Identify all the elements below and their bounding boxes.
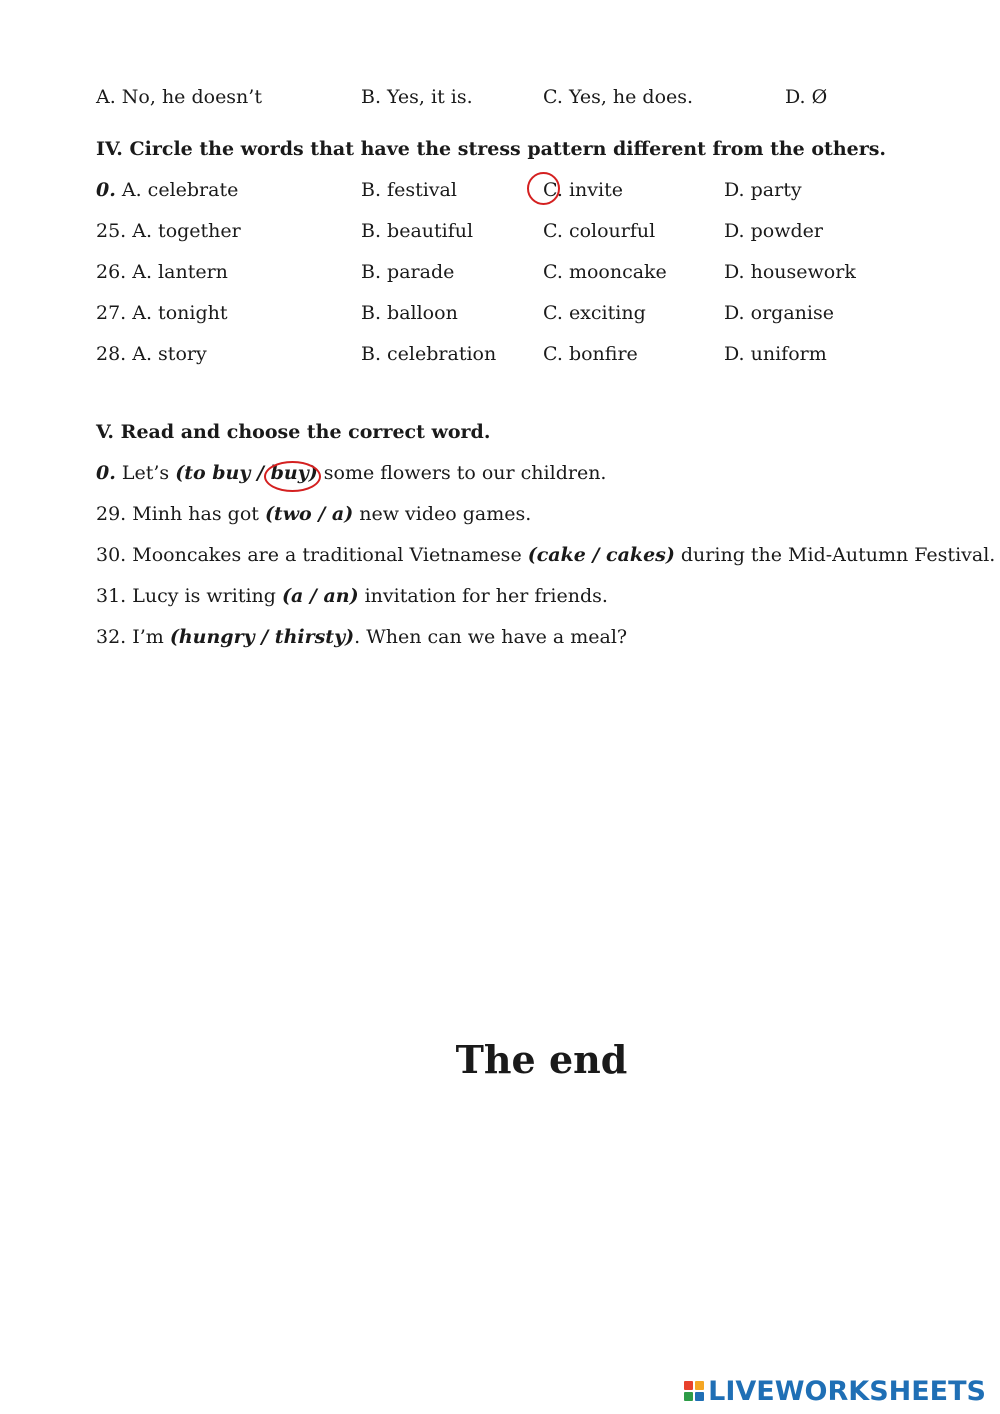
q27-option-a[interactable]: 27. A. tonight <box>96 302 228 324</box>
question-26-row <box>96 258 976 286</box>
q30-text-before: 30. Mooncakes are a traditional Vietnamese <box>96 544 528 566</box>
example-choice-a: (to buy / <box>175 462 271 484</box>
logo-square-3 <box>684 1392 693 1401</box>
q31-text-before: 31. Lucy is writing <box>96 585 282 607</box>
option-a[interactable]: A. No, he doesn’t <box>96 86 262 108</box>
logo-grid-icon <box>684 1381 704 1401</box>
q26-option-c[interactable]: C. mooncake <box>543 261 667 283</box>
q29-text-after: new video games. <box>353 503 532 525</box>
the-end-heading: The end <box>455 1037 628 1082</box>
logo-text: LIVEWORKSHEETS <box>708 1375 986 1407</box>
q32-choice[interactable]: (hungry / thirsty) <box>169 626 355 648</box>
q29-choice[interactable]: (two / a) <box>264 503 354 525</box>
q27-option-c[interactable]: C. exciting <box>543 302 646 324</box>
option-b[interactable]: B. Yes, it is. <box>361 86 473 108</box>
q26-option-d[interactable]: D. housework <box>724 261 856 283</box>
option-d[interactable]: D. Ø <box>785 86 828 108</box>
section-5-example <box>96 459 606 487</box>
q29-text-before: 29. Minh has got <box>96 503 265 525</box>
q25-option-a[interactable]: 25. A. together <box>96 220 241 242</box>
example-option-b: B. festival <box>361 179 457 201</box>
q28-option-d[interactable]: D. uniform <box>724 343 827 365</box>
q26-option-a[interactable]: 26. A. lantern <box>96 261 228 283</box>
logo-square-1 <box>684 1381 693 1390</box>
q25-option-b[interactable]: B. beautiful <box>361 220 474 242</box>
prev-question-options <box>96 83 976 111</box>
example-number: 0. <box>96 179 116 201</box>
section-4-example-row <box>96 176 976 204</box>
example-option-d: D. party <box>724 179 802 201</box>
q31-text-after: invitation for her friends. <box>358 585 608 607</box>
q30-choice[interactable]: (cake / cakes) <box>527 544 675 566</box>
question-32 <box>96 623 627 651</box>
section-4-title: IV. Circle the words that have the stress pattern different from the others. <box>96 138 887 160</box>
section-5-title: V. Read and choose the correct word. <box>96 421 491 443</box>
example-option-a: A. celebrate <box>115 179 239 201</box>
question-28-row <box>96 340 976 368</box>
example-text-before: Let’s <box>115 462 176 484</box>
question-25-row <box>96 217 976 245</box>
question-30 <box>96 541 995 569</box>
logo-square-2 <box>695 1381 704 1390</box>
q28-option-b[interactable]: B. celebration <box>361 343 497 365</box>
q31-choice[interactable]: (a / an) <box>281 585 359 607</box>
example-number: 0. <box>96 462 116 484</box>
q25-option-c[interactable]: C. colourful <box>543 220 656 242</box>
question-29 <box>96 500 531 528</box>
logo-square-4 <box>695 1392 704 1401</box>
question-27-row <box>96 299 976 327</box>
q28-option-a[interactable]: 28. A. story <box>96 343 207 365</box>
example-option-c-word: invite <box>562 179 623 201</box>
example-text-after: some flowers to our children. <box>317 462 607 484</box>
q26-option-b[interactable]: B. parade <box>361 261 455 283</box>
q27-option-d[interactable]: D. organise <box>724 302 834 324</box>
example-choice-b-circled <box>271 462 318 484</box>
q30-text-after: during the Mid-Autumn Festival. <box>674 544 996 566</box>
q32-text-before: 32. I’m <box>96 626 170 648</box>
q27-option-b[interactable]: B. balloon <box>361 302 458 324</box>
example-option-c-circled <box>543 179 563 201</box>
example-choice-b: buy) <box>270 462 318 484</box>
q32-text-after: . When can we have a meal? <box>354 626 628 648</box>
liveworksheets-logo <box>684 1374 986 1408</box>
example-option-c-letter: C. <box>543 179 563 201</box>
option-c[interactable]: C. Yes, he does. <box>543 86 694 108</box>
question-31 <box>96 582 608 610</box>
q25-option-d[interactable]: D. powder <box>724 220 823 242</box>
q28-option-c[interactable]: C. bonfire <box>543 343 638 365</box>
